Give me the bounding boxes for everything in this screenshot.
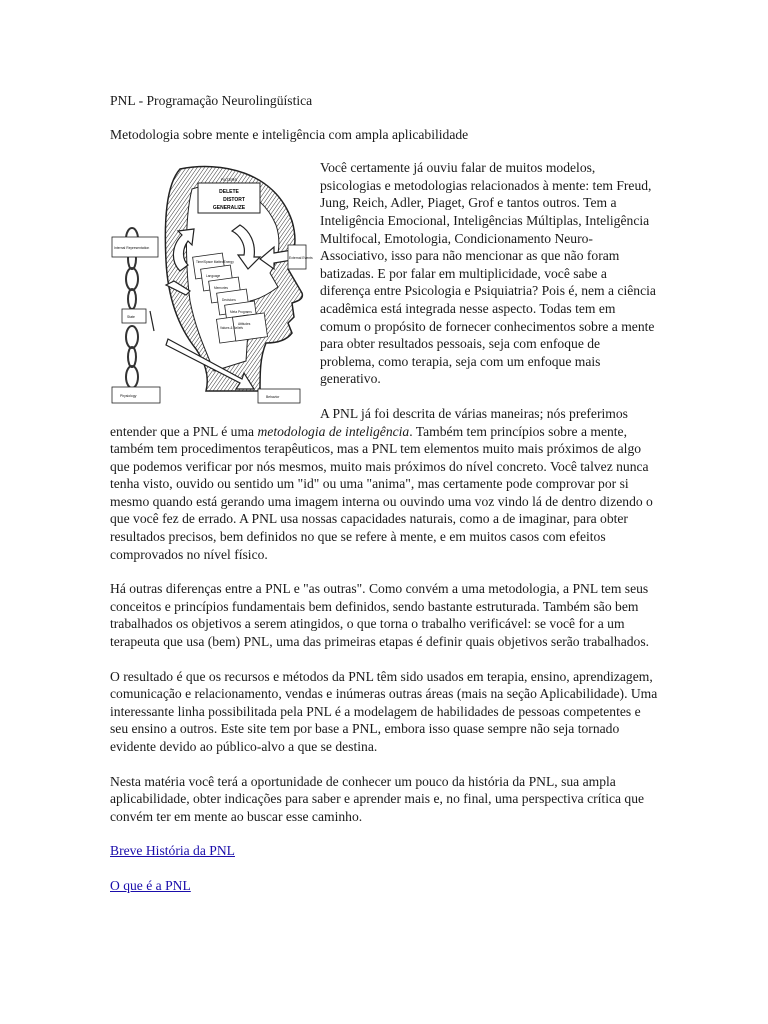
section-links bbox=[110, 842, 658, 894]
filter-card-label: Memories bbox=[214, 286, 228, 291]
link-what-is[interactable]: O que é a PNL bbox=[110, 877, 191, 893]
diagram-state-label: State bbox=[127, 315, 135, 320]
description-paragraph bbox=[110, 405, 658, 563]
closing-paragraph: Nesta matéria você terá a oportunidade de conhecer um pouco da história da PNL, sua ampla aplicabilidade, obter indicações para saber e aprender mais e, no final, uma perspectiva crítica que convém ter em mente ao buscar esse caminho. bbox=[110, 773, 645, 824]
diagram-distort-label: DISTORT bbox=[223, 197, 245, 204]
filter-card-label: Attitudes bbox=[238, 322, 251, 327]
results-paragraph: O resultado é que os recursos e métodos da PNL têm sido usados em terapia, ensino, aprendizagem, comunicação e relacionamento, vendas e inúmeras outras áreas (mais na seção Aplicabilidade). Uma interessante linha possibilitada pela PNL é a modelagem de habilidades de pessoas competentes e seu ensino a outros. Este site tem por base a PNL, embora isso quase sempre não seja tornado evidente devido ao público-alvo a que se destina. bbox=[110, 668, 658, 754]
paragraph-text: . Também tem princípios sobre a mente, também tem procedimentos terapêuticos, mas a PNL tem elementos muito mais próximos de algo que podemos verificar por nós mesmos, muito mais próximos do nível concreto. Você talvez nunca tenha visto, ouvido ou sentido um "id" ou uma "anima", mas certamente pode comprovar por si mesmo quando está gerando uma imagem interna ou ouvindo uma voz vindo lá de dentro dizendo o que você fez de errado. A PNL usa nossas capacidades naturais, como a de imaginar, para obter resultados precisos, bem definidos no que se refere à mente, e em muitos casos com efeitos comprovados no nível físico. bbox=[110, 423, 653, 562]
diagram-filters-label: FILTERS bbox=[220, 177, 238, 183]
filter-card-label: Values & Beliefs bbox=[220, 326, 243, 331]
intro-paragraph: Você certamente já ouviu falar de muitos modelos, psicologias e metodologias relacionados à mente: tem Freud, Jung, Reich, Adler, Piaget, Grof e tantos outros. Tem a Inteligência Emocional, Inteligências Múltiplas, Inteligência Multifocal, Emotologia, Condicionamento Neuro-Associativo, isso para não mencionar as que não foram batizadas. E por falar em multiplicidade, você sabe a diferença entre Psicologia e Psiquiatria? Pois é, nem a ciência acadêmica está integrada nesse aspecto. Todas tem em comum o propósito de fornecer conhecimentos sobre a mente para obter resultados pessoais, seja com enfoque de problema, como terapia, seja com um enfoque mais generativo. bbox=[320, 160, 656, 387]
diagram-external-events-label: External Events bbox=[289, 256, 313, 261]
filter-card-label: Decisions bbox=[222, 298, 236, 303]
document-body bbox=[110, 92, 658, 912]
diagram-physiology-label: Physiology bbox=[120, 394, 137, 399]
diagram-behavior-label: Behavior bbox=[266, 395, 280, 400]
filter-card-label: Time/Space Matter/Energy bbox=[196, 260, 234, 265]
filter-card-label: Meta Programs bbox=[230, 310, 252, 315]
filter-card-label: Language bbox=[206, 274, 221, 279]
diagram-delete-label: DELETE bbox=[219, 189, 239, 196]
page-title: PNL - Programação Neurolingüística bbox=[110, 93, 313, 108]
diagram-internal-representation-label: Internal Representation bbox=[114, 246, 150, 251]
emphasis-text: metodologia de inteligência bbox=[257, 423, 410, 439]
paragraph-text: A PNL já foi descrita de várias maneiras; nós preferimos entender que a PNL é uma bbox=[110, 405, 628, 439]
page-subtitle: Metodologia sobre mente e inteligência com ampla aplicabilidade bbox=[110, 126, 469, 142]
differences-paragraph: Há outras diferenças entre a PNL e "as outras". Como convém a uma metodologia, a PNL tem seus conceitos e princípios fundamentais bem definidos, sendo bastante estruturada. Também são bem trabalhados os objetivos a serem atingidos, o que torna o trabalho verificável: se você for a um terapeuta que usa (bem) PNL, uma das primeiras etapas é definir quais objetivos serão trabalhados. bbox=[110, 581, 650, 650]
link-history[interactable]: Breve História da PNL bbox=[110, 843, 235, 859]
nlp-communication-model-diagram bbox=[110, 161, 313, 409]
diagram-generalize-label: GENERALIZE bbox=[212, 205, 246, 212]
